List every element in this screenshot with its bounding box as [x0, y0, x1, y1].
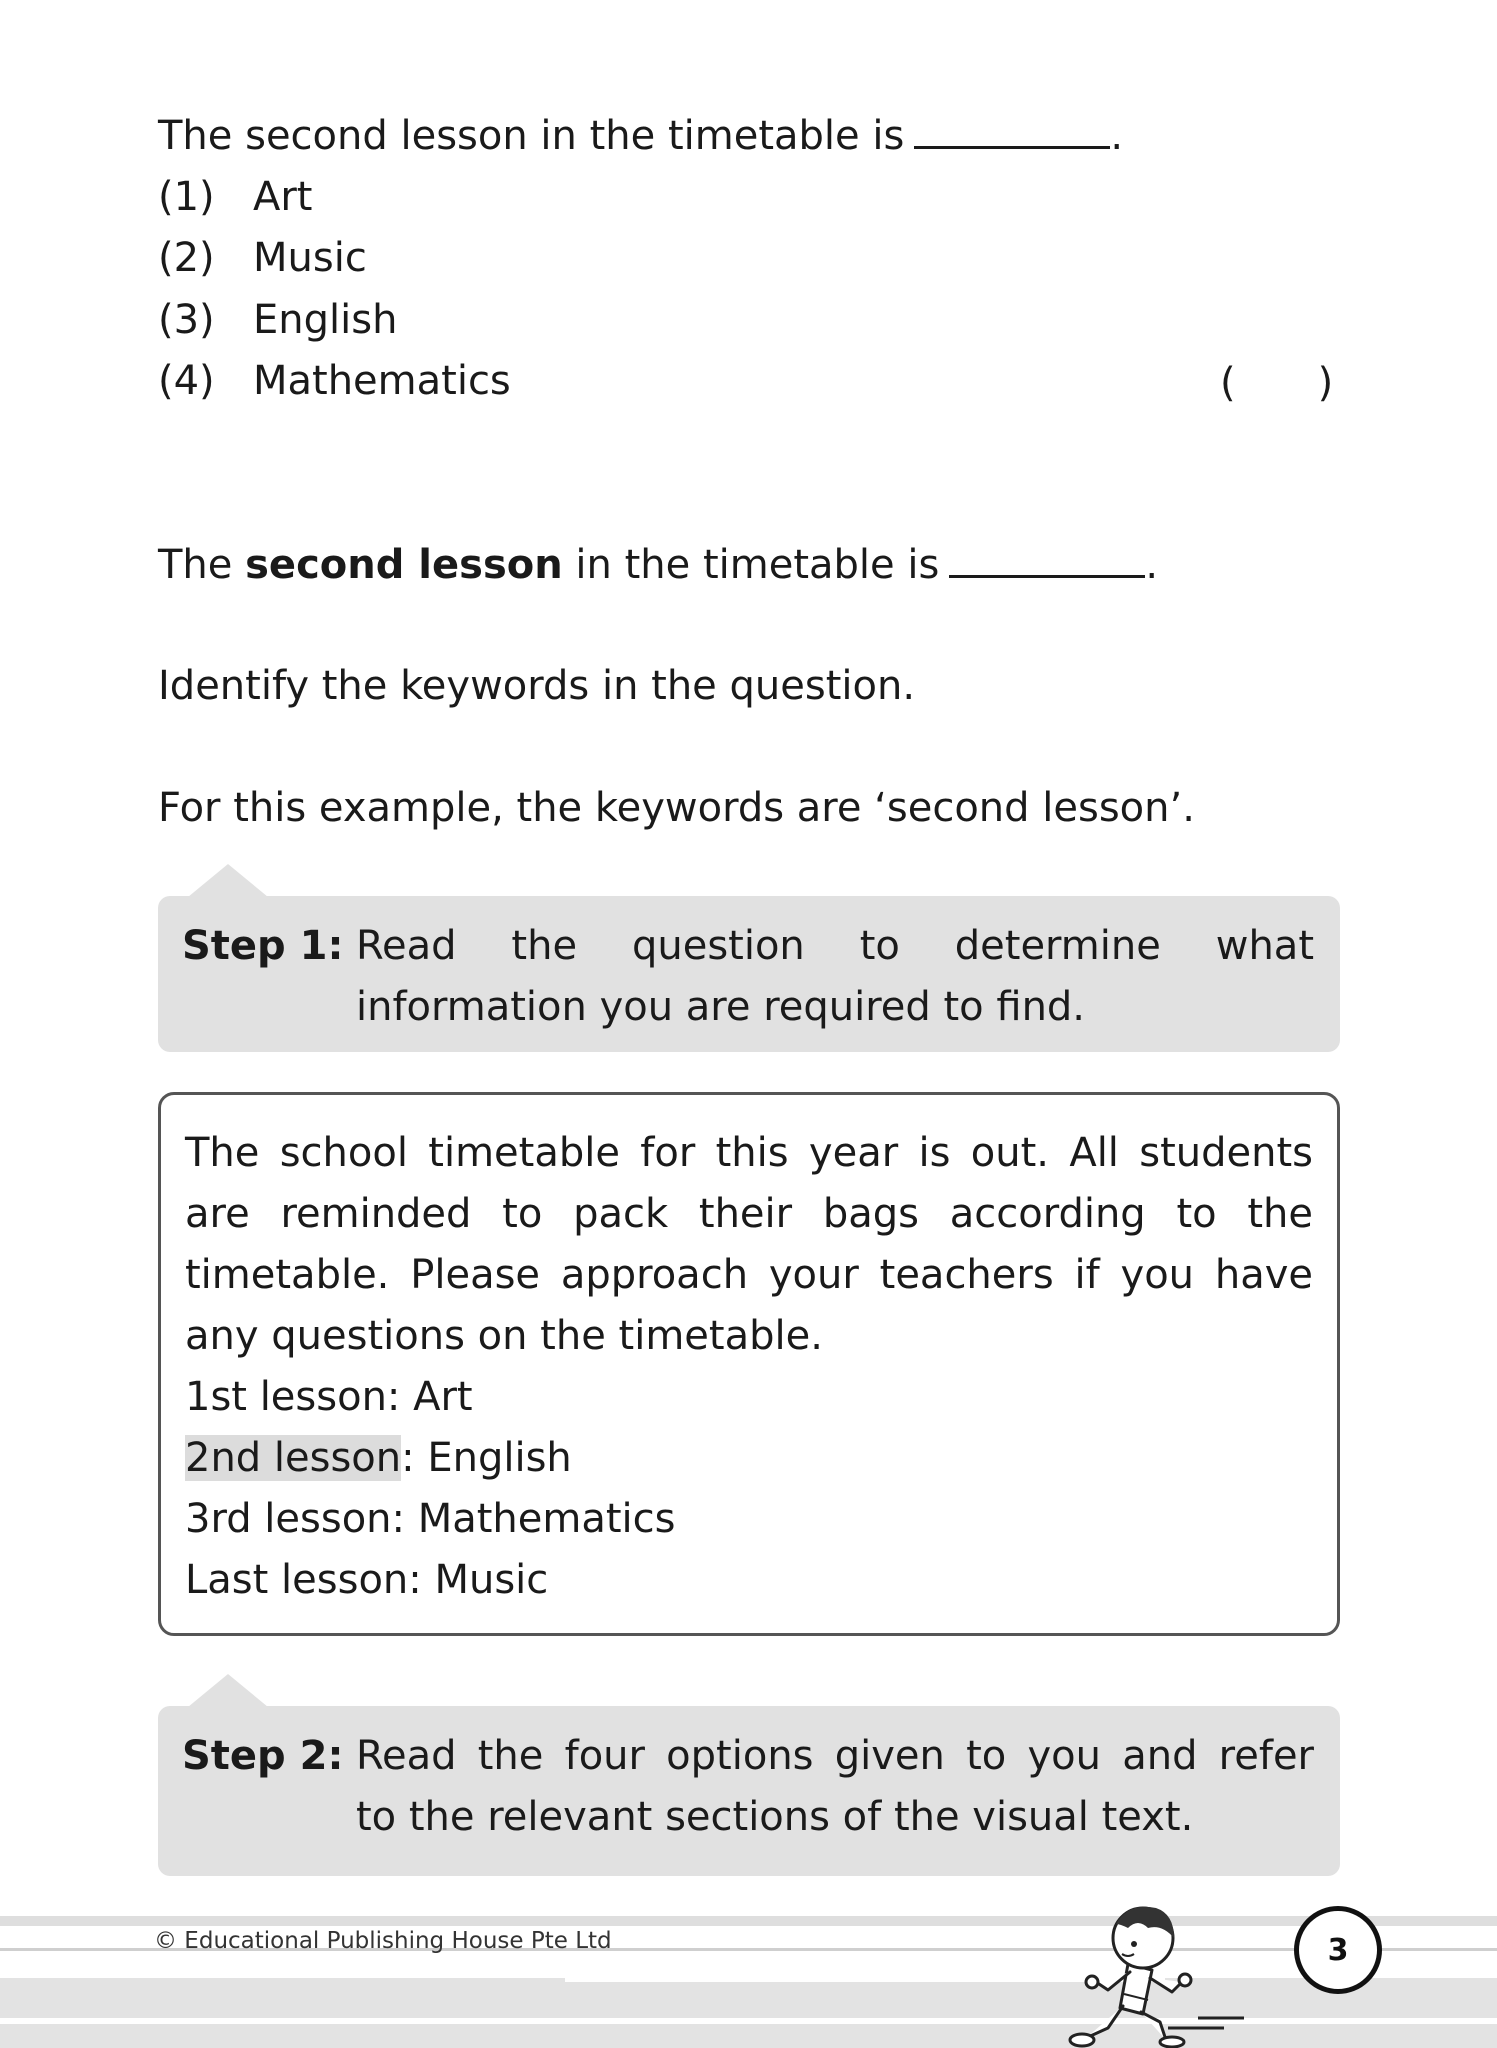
lesson-2: 2nd lesson: English: [185, 1435, 572, 1481]
option-1: (1) Art: [158, 174, 313, 220]
analysis-stem: The second lesson in the timetable is .: [158, 535, 1158, 596]
analysis-blank: [949, 539, 1145, 578]
identify-instruction: Identify the keywords in the question.: [158, 663, 916, 709]
copyright-text: © Educational Publishing House Pte Ltd: [154, 1928, 612, 1954]
option-3: (3) English: [158, 297, 398, 343]
keyword-bold: second lesson: [245, 542, 563, 588]
visual-text-box: [158, 1092, 1340, 1636]
step1-callout: [158, 896, 1340, 1052]
keyword-example: For this example, the keywords are ‘second lesson’.: [158, 785, 1195, 831]
page-number: 3: [1294, 1906, 1382, 1994]
step1-label: Step 1:: [182, 923, 344, 969]
step2-label: Step 2:: [182, 1733, 344, 1779]
keyword-highlight: 2nd lesson: [185, 1435, 402, 1481]
answer-blank: [914, 110, 1110, 149]
step2-callout: [158, 1706, 1340, 1876]
lesson-3: 3rd lesson: Mathematics: [185, 1496, 676, 1542]
lesson-last: Last lesson: Music: [185, 1557, 549, 1603]
answer-bracket: ( ): [1220, 360, 1334, 406]
option-2: (2) Music: [158, 235, 367, 281]
option-4: (4) Mathematics: [158, 358, 511, 404]
running-boy-icon: [1048, 1898, 1268, 2048]
footer-band-top: [0, 1916, 1497, 1926]
passage-line-4: any questions on the timetable.: [185, 1313, 823, 1359]
passage-line-1: The school timetable for this year is out. All students: [185, 1130, 1313, 1176]
passage-line-3: timetable. Please approach your teachers if you have: [185, 1252, 1313, 1298]
lesson-1: 1st lesson: Art: [185, 1374, 473, 1420]
footer-band-bottom: [0, 1978, 1497, 2048]
question-stem: The second lesson in the timetable is .: [158, 106, 1123, 167]
step2-text: Read the four options given to you and refer to the relevant sections of the visual text.: [356, 1733, 1314, 1840]
step1-text: Read the question to determine what information you are required to find.: [356, 923, 1314, 1030]
passage-line-2: are reminded to pack their bags according to the: [185, 1191, 1313, 1237]
footer-stripe: [0, 2018, 1497, 2024]
